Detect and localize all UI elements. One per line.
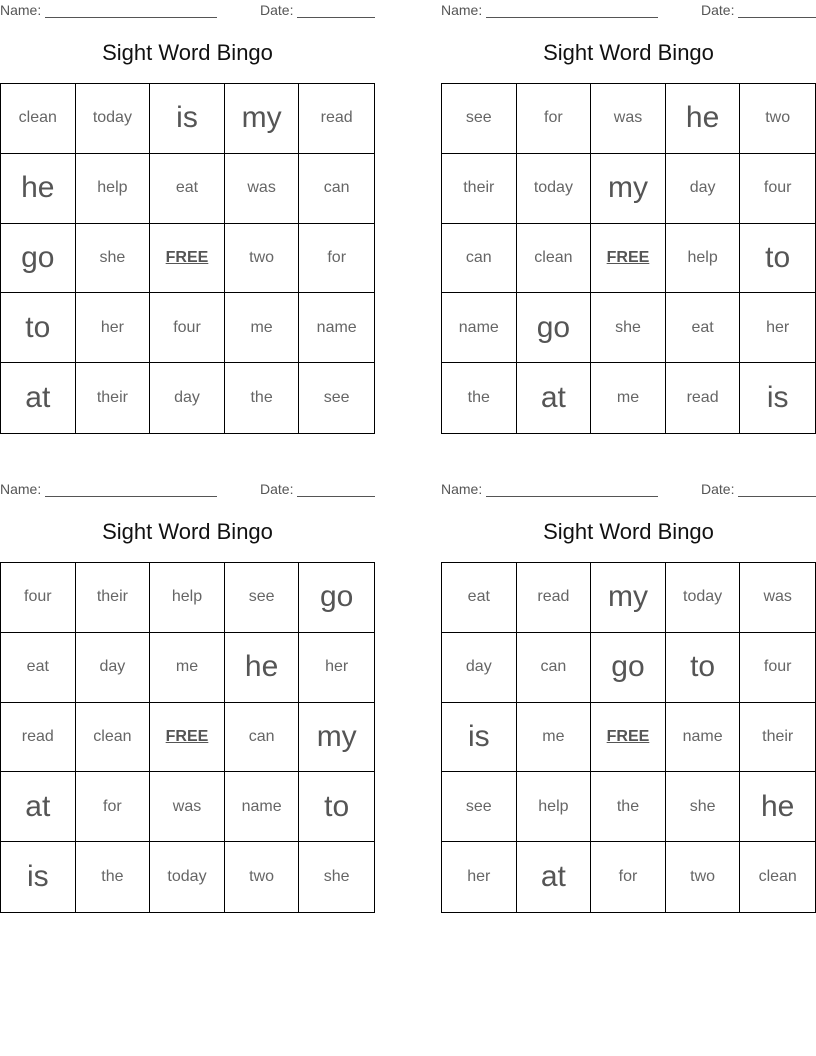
name-line (45, 496, 217, 497)
bingo-cell: for (591, 842, 666, 912)
bingo-cell: at (517, 363, 592, 433)
bingo-cell: the (225, 363, 300, 433)
bingo-cell: was (591, 84, 666, 154)
bingo-cell: help (666, 224, 741, 294)
bingo-cell: at (517, 842, 592, 912)
bingo-cell: for (517, 84, 592, 154)
bingo-cell: go (299, 563, 374, 633)
bingo-cell: four (1, 563, 76, 633)
bingo-cell: help (150, 563, 225, 633)
bingo-cell: was (150, 772, 225, 842)
name-label: Name: (441, 2, 483, 18)
bingo-cell: day (150, 363, 225, 433)
bingo-cell: clean (76, 703, 151, 773)
bingo-cell: two (225, 224, 300, 294)
bingo-cell: today (76, 84, 151, 154)
bingo-card-2 (441, 0, 816, 440)
bingo-cell: the (76, 842, 151, 912)
bingo-cell: see (442, 84, 517, 154)
bingo-cell: my (591, 154, 666, 224)
bingo-card-4 (441, 479, 816, 919)
bingo-cell: can (517, 633, 592, 703)
bingo-cell: she (666, 772, 741, 842)
bingo-cell: two (740, 84, 815, 154)
bingo-cell: read (666, 363, 741, 433)
bingo-cell: read (1, 703, 76, 773)
bingo-cell: is (766, 381, 789, 415)
name-label: Name: (441, 481, 483, 497)
bingo-cell: clean (1, 84, 76, 154)
bingo-cell: to (666, 633, 741, 703)
card-header (441, 481, 816, 499)
bingo-cell: the (442, 363, 517, 433)
bingo-cell: go (1, 224, 76, 294)
free-space: FREE (150, 224, 225, 294)
bingo-cell: day (442, 633, 517, 703)
bingo-cell: name (442, 293, 517, 363)
bingo-cell: see (442, 772, 517, 842)
bingo-grid (0, 83, 375, 434)
bingo-cell: he (1, 154, 76, 224)
bingo-cell: their (442, 154, 517, 224)
date-line (297, 496, 375, 497)
date-line (297, 17, 375, 18)
bingo-cell: eat (1, 633, 76, 703)
bingo-cell: me (225, 293, 300, 363)
bingo-cell: my (591, 563, 666, 633)
bingo-cell: to (299, 772, 374, 842)
bingo-cell: four (150, 293, 225, 363)
bingo-cell: clean (517, 224, 592, 294)
bingo-cell: her (740, 293, 815, 363)
bingo-cell: he (740, 772, 815, 842)
bingo-card-3 (0, 479, 375, 919)
bingo-cell: help (517, 772, 592, 842)
bingo-grid (441, 83, 816, 434)
bingo-cell: she (76, 224, 151, 294)
bingo-cell: eat (666, 293, 741, 363)
date-label: Date: (701, 481, 735, 497)
bingo-cell: help (76, 154, 151, 224)
date-line (738, 496, 816, 497)
bingo-cell: to (740, 224, 815, 294)
bingo-cell: two (225, 842, 300, 912)
bingo-cell: name (299, 293, 374, 363)
bingo-cell: name (666, 703, 741, 773)
date-label: Date: (260, 481, 294, 497)
card-title: Sight Word Bingo (543, 519, 714, 544)
bingo-cell: me (150, 633, 225, 703)
bingo-cell: go (517, 293, 592, 363)
bingo-cell: is (150, 84, 225, 154)
card-title: Sight Word Bingo (543, 40, 714, 65)
bingo-cell: her (299, 633, 374, 703)
bingo-cell: clean (758, 868, 797, 886)
bingo-cell: can (299, 154, 374, 224)
name-label: Name: (0, 481, 42, 497)
bingo-cell: was (740, 563, 815, 633)
bingo-cell: day (76, 633, 151, 703)
bingo-grid (0, 562, 375, 913)
bingo-cell: me (517, 703, 592, 773)
bingo-cell: my (299, 703, 374, 773)
bingo-cell: at (1, 772, 76, 842)
bingo-cell: read (299, 84, 374, 154)
bingo-cell: go (591, 633, 666, 703)
date-line (738, 17, 816, 18)
bingo-cell: for (299, 224, 374, 294)
name-line (45, 17, 217, 18)
card-header (0, 2, 375, 20)
bingo-cell: is (442, 703, 517, 773)
bingo-cell: for (76, 772, 151, 842)
free-space: FREE (591, 703, 666, 773)
bingo-cell: four (740, 633, 815, 703)
date-label: Date: (701, 2, 735, 18)
bingo-cell: eat (150, 154, 225, 224)
bingo-cell: is (1, 842, 76, 912)
name-label: Name: (0, 2, 42, 18)
free-space: FREE (591, 224, 666, 294)
bingo-cell: today (517, 154, 592, 224)
bingo-grid (441, 562, 816, 913)
bingo-cell: at (1, 363, 76, 433)
bingo-cell: my (225, 84, 300, 154)
bingo-cell: see (225, 563, 300, 633)
free-space: FREE (150, 703, 225, 773)
bingo-cell: can (442, 224, 517, 294)
bingo-cell: she (323, 868, 350, 886)
bingo-cell: their (740, 703, 815, 773)
bingo-cell: was (225, 154, 300, 224)
bingo-cell: today (150, 842, 225, 912)
card-title: Sight Word Bingo (102, 40, 273, 65)
bingo-cell: to (1, 293, 76, 363)
bingo-cell: name (225, 772, 300, 842)
bingo-cell: see (323, 389, 350, 407)
bingo-cell: her (76, 293, 151, 363)
card-title: Sight Word Bingo (102, 519, 273, 544)
name-line (486, 496, 658, 497)
bingo-cell: day (666, 154, 741, 224)
bingo-cell: the (591, 772, 666, 842)
bingo-cell: two (666, 842, 741, 912)
bingo-cell: four (740, 154, 815, 224)
bingo-cell: he (225, 633, 300, 703)
card-header (0, 481, 375, 499)
bingo-cell: eat (442, 563, 517, 633)
bingo-cell: their (76, 363, 151, 433)
name-line (486, 17, 658, 18)
bingo-cell: her (442, 842, 517, 912)
card-header (441, 2, 816, 20)
bingo-cell: he (666, 84, 741, 154)
bingo-cell: can (225, 703, 300, 773)
bingo-cell: today (666, 563, 741, 633)
bingo-cell: their (76, 563, 151, 633)
bingo-cell: she (591, 293, 666, 363)
date-label: Date: (260, 2, 294, 18)
bingo-card-1 (0, 0, 375, 440)
bingo-cell: me (591, 363, 666, 433)
bingo-cell: read (517, 563, 592, 633)
